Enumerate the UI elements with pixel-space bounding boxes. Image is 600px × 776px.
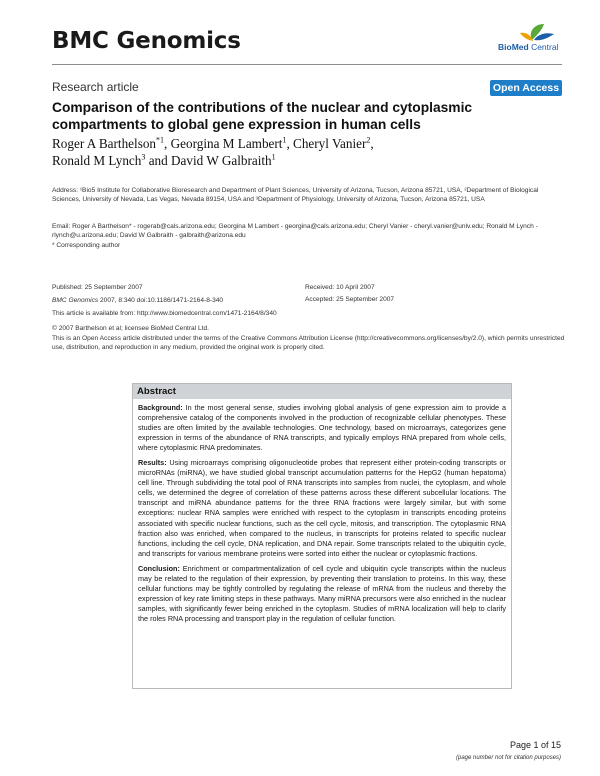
page-number-note: (page number not for citation purposes) (456, 755, 562, 761)
accepted-date: Accepted: 25 September 2007 (305, 296, 395, 303)
author-name: Roger A Barthelson (52, 136, 157, 151)
logo-icon (498, 20, 562, 44)
received-date: Received: 10 April 2007 (305, 284, 375, 291)
section-text: Enrichment or compartmentalization of cell cycle and ubiquitin cycle transcripts within the nucleus may be related to the regulation of their expression, by preventing their translation to proteins. In this way, these cellular functions may be tightly controlled by regulating the release of mRNA from the nucleus and thereby the expression of key rate limiting steps in these pathways. Many miRNA precursors were also enriched in the nuclear samples, with significantly fewer being enriched in the cytoplasm. Studies of mRNA localization will help to clarify the roles RNA processing and transport play in the regulation of cellular function. (138, 563, 506, 623)
publisher-bio: Bio (498, 42, 512, 52)
author-name: Cheryl Vanier (293, 136, 367, 151)
paper-title: Comparison of the contributions of the nuclear and cytoplasmic compartments to global gene expression in human cells (52, 100, 473, 132)
author-affiliation: 3 (141, 152, 146, 162)
citation (52, 296, 223, 305)
section-label: Results: (138, 458, 167, 468)
open-access-badge: Open Access (490, 80, 562, 96)
author-separator: , (286, 136, 294, 151)
citation-journal: BMC Genomics (52, 297, 99, 304)
journal-title: BMC Genomics (52, 28, 241, 54)
author-affiliation: 2 (366, 135, 371, 145)
email-list: Email: Roger A Barthelson* - rogerab@cals.arizona.edu; Georgina M Lambert - georgina@cals.arizona.edu; Cheryl Vanier - cheryl.vanier@unlv.edu; Ronald M Lynch - rlynch@u.arizona.edu; David W Galbraith - galbraith@arizona.edu (52, 223, 538, 239)
abstract-background (138, 403, 506, 453)
author-affiliation: 1 (271, 152, 276, 162)
section-text: In the most general sense, studies involving global analysis of gene expression aim to provide a comprehensive catalog of the components involved in the production of recognizable cellular phenotypes. These studies are often limited by the available technologies. One technology, based on microarrays, categorizes gene expression in terms of the abundance of RNA transcripts, and typically employs RNA prepared from whole cells, where cytoplasmic RNA predominates. (138, 403, 506, 453)
author-name: Ronald M Lynch (52, 153, 142, 168)
author-affiliation: *1 (156, 135, 165, 145)
copyright-notice: © 2007 Barthelson et al; licensee BioMed Central Ltd. (52, 325, 209, 332)
abstract-heading: Abstract (133, 384, 511, 399)
publisher-med: Med (511, 42, 529, 52)
header-divider (52, 64, 562, 65)
author-separator: and (145, 153, 172, 168)
citation-details: 2007, 8:340 doi:10.1186/1471-2164-8-340 (98, 297, 224, 304)
section-label: Background: (138, 403, 183, 412)
biomed-central-logo (498, 20, 562, 58)
abstract-box (132, 383, 512, 689)
author-separator: , (370, 136, 374, 151)
article-type: Research article (52, 80, 139, 94)
abstract-conclusion (138, 564, 506, 624)
publisher-name (498, 42, 558, 52)
abstract-results (138, 458, 506, 558)
license-text: This is an Open Access article distributed under the terms of the Creative Commons Attribution License (http://creativecommons.org/licenses/by/2.0), which permits unrestricted use, distribution, and reproduction in any medium, provided the original work is properly cited. (52, 335, 565, 351)
affiliations: Address: ¹Bio5 Institute for Collaborative Bioresearch and Department of Plant Sciences, University of Arizona, Tucson, Arizona 85721, USA, ²Department of Biological Sciences, University of Nevada, Las Vegas, Nevada 89154, USA and ³Department of Physiology, University of Arizona, Tucson, Arizona 85721, USA (52, 187, 539, 203)
corresponding-author-note: * Corresponding author (52, 242, 121, 249)
abstract-body (133, 399, 511, 624)
published-date: Published: 25 September 2007 (52, 284, 143, 291)
page-number: Page 1 of 15 (510, 740, 562, 750)
author-affiliation: 1 (282, 135, 287, 145)
author-separator: , (164, 136, 171, 151)
author-name: David W Galbraith (171, 153, 272, 168)
author-list (52, 135, 562, 169)
section-text: Using microarrays comprising oligonucleotide probes that represent either protein-coding transcripts or microRNAs (miRNA), we have studied global transcript accumulation patterns for the HepG2 (human hepatoma) cell line. Through subdividing the total pool of RNA transcripts into samples from nuclei, the cytoplasm, and whole cells, we determined the degree of correlation of these patterns across these different subcellular locations. The transcript and miRNA abundance patterns for the three RNA fractions were largely similar, but with some exceptions: nuclear RNA samples were enriched with respect to the cytoplasm in transcripts encoding proteins associated with specific nuclear functions, such as the cell cycle, mitosis, and transcription. The cytoplasmic RNA fraction also was enriched, when compared to the nucleus, in transcripts for proteins related to specific nuclear functions, including the cell cycle, DNA replication, and DNA repair. Some transcripts related to the ubiquitin cycle, and transcripts for various membrane proteins were sorted into either the nuclear or cytoplasmic fractions. (138, 458, 506, 558)
article-url[interactable]: This article is available from: http://www.biomedcentral.com/1471-2164/8/340 (52, 310, 277, 317)
section-label: Conclusion: (138, 563, 180, 573)
publisher-central: Central (528, 42, 559, 52)
author-name: Georgina M Lambert (170, 136, 283, 151)
